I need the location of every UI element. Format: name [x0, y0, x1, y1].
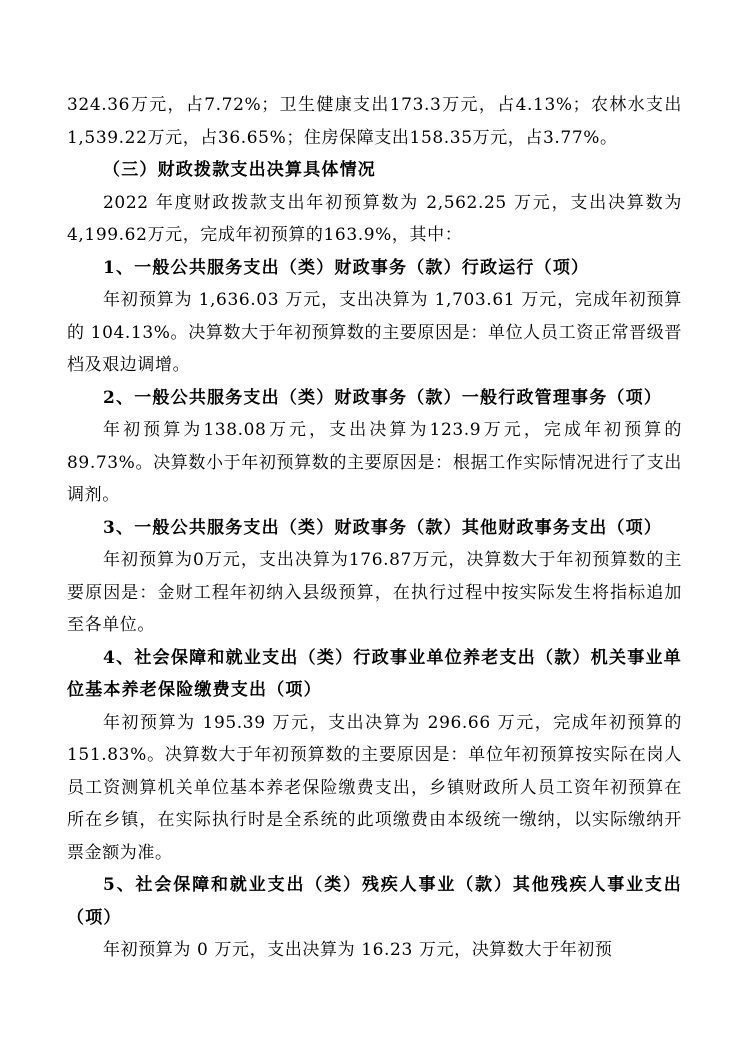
paragraph-summary: 2022 年度财政拨款支出年初预算数为 2,562.25 万元，支出决算数为4,199.62万元，完成年初预算的163.9%，其中： — [67, 192, 682, 245]
paragraph-continuation: 324.36万元，占7.72%；卫生健康支出173.3万元，占4.13%；农林水支出1,539.22万元，占36.65%；住房保障支出158.35万元，占3.77%。 — [67, 95, 682, 148]
item-heading-4: 4、社会保障和就业支出（类）行政事业单位养老支出（款）机关事业单位基本养老保险缴费支出（项） — [67, 647, 682, 700]
document-body — [67, 89, 682, 967]
item-body-5: 年初预算为 0 万元，支出决算为 16.23 万元，决算数大于年初预 — [103, 940, 613, 960]
item-heading-2: 2、一般公共服务支出（类）财政事务（款）一般行政管理事务（项） — [103, 387, 663, 408]
section-heading-3: （三）财政拨款支出决算具体情况 — [103, 160, 376, 180]
item-heading-3: 3、一般公共服务支出（类）财政事务（款）其他财政事务支出（项） — [103, 517, 663, 538]
item-body-2: 年初预算为138.08万元，支出决算为123.9万元，完成年初预算的 89.73%。决算数小于年初预算数的主要原因是：根据工作实际情况进行了支出调剂。 — [67, 420, 682, 505]
item-body-1: 年初预算为 1,636.03 万元，支出决算为 1,703.61 万元，完成年初预算的 104.13%。决算数大于年初预算数的主要原因是：单位人员工资正常晋级晋档及艰边调增。 — [67, 290, 682, 375]
item-body-4: 年初预算为 195.39 万元，支出决算为 296.66 万元，完成年初预算的 151.83%。决算数大于年初预算数的主要原因是：单位年初预算按实际在岗人员工资测算机关单位基本养老保险缴费支出，乡镇财政所人员工资年初预算在所在乡镇，在实际执行时是全系统的此项缴费由本级统一缴纳，以实际缴纳开票金额为准。 — [67, 712, 682, 863]
item-heading-5: 5、社会保障和就业支出（类）残疾人事业（款）其他残疾人事业支出（项） — [67, 875, 682, 928]
item-body-3: 年初预算为0万元，支出决算为176.87万元，决算数大于年初预算数的主要原因是：金财工程年初纳入县级预算，在执行过程中按实际发生将指标追加至各单位。 — [67, 550, 682, 635]
item-heading-1: 1、一般公共服务支出（类）财政事务（款）行政运行（项） — [103, 257, 590, 278]
